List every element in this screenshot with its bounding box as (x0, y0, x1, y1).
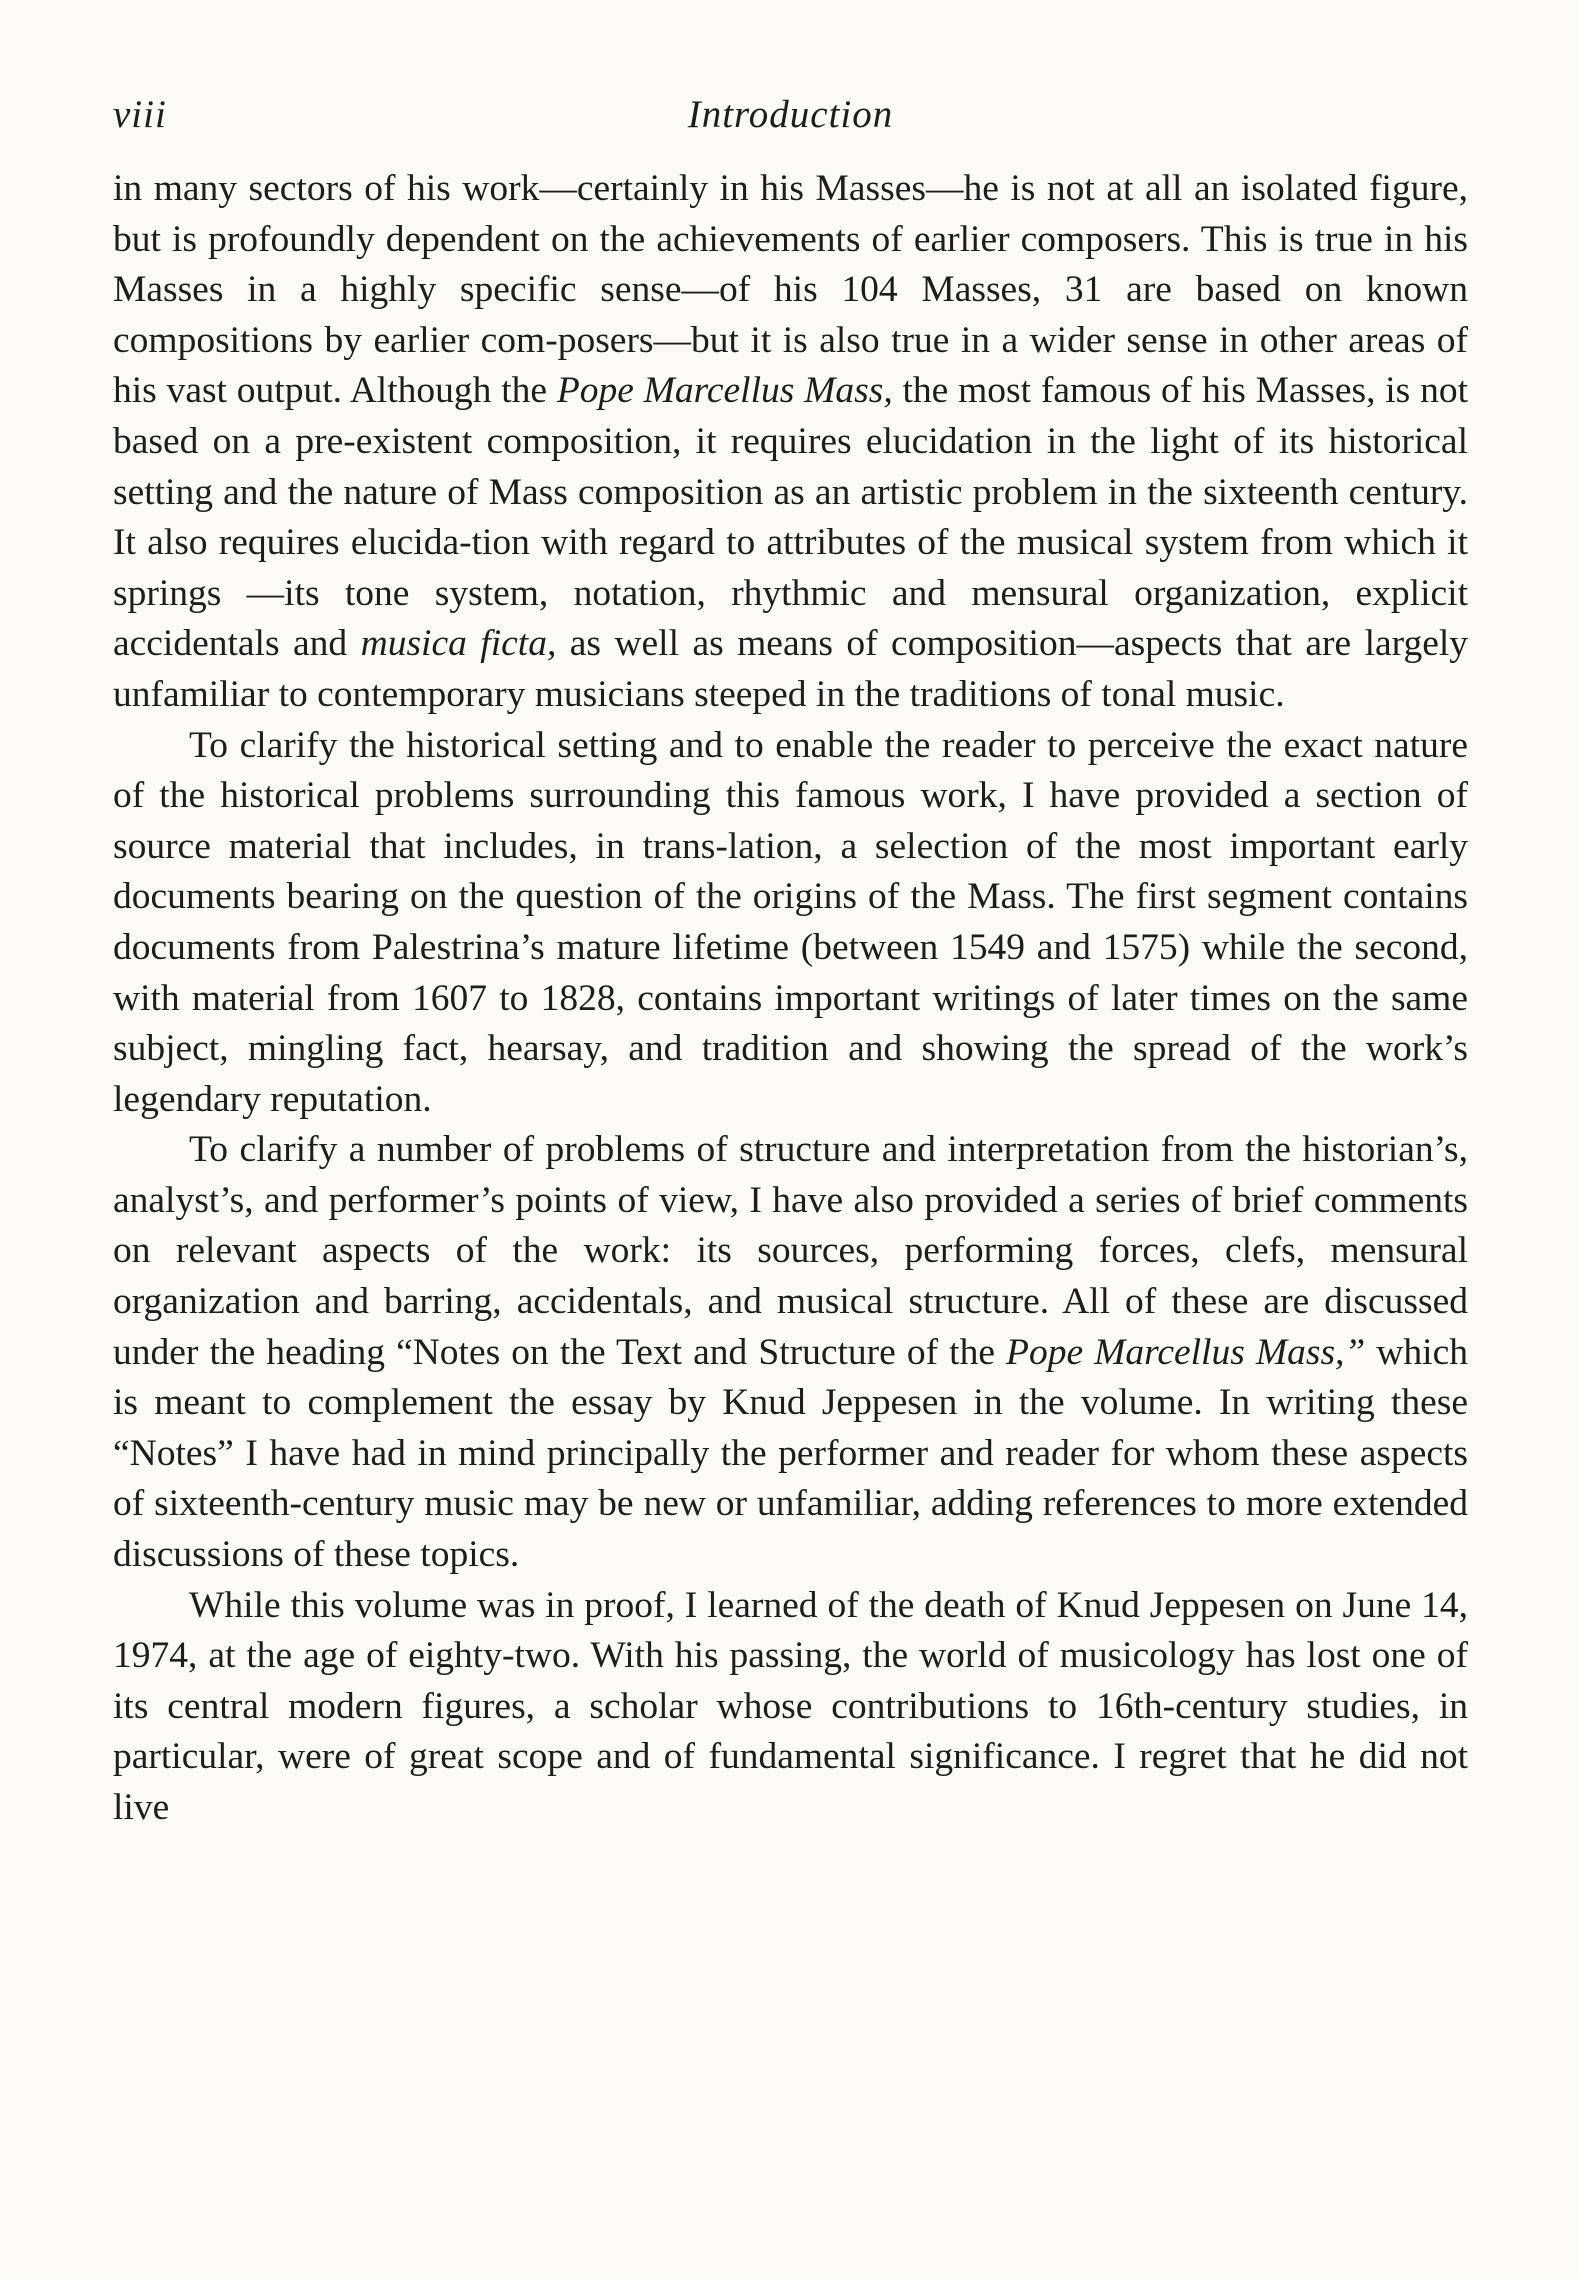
body-text (113, 164, 1468, 1834)
text-segment: which is meant to complement the essay by Knud Jeppesen in the volume. In writing these “Notes” I have had in mind principally the performer and reader for whom these aspects of sixteenth-century music may be new or unfamiliar, adding references to more extended discussions of these topics. (113, 1331, 1468, 1576)
book-page (113, 82, 1468, 1834)
text-segment: While this volume was in proof, I learned of the death of Knud Jeppesen on June 14, 1974, at the age of eighty-two. With his passing, the world of musicology has lost one of its central modern figures, a scholar whose contributions to 16th-century studies, in particular, were of great scope and of fundamental significance. I regret that he did not live (113, 1584, 1468, 1828)
chapter-title: Introduction (687, 93, 894, 136)
italic-title-segment: Pope Marcellus Mass,” (1006, 1331, 1366, 1373)
text-segment: in many sectors of his work—certainly in his Masses—he is not at all an isolated figure, but is profoundly dependent on the achievements of earlier composers. This is true in his Masses in a highly specific sense—of his 104 Masses, 31 are based on known compositions by earlier com-posers—but it is also true in a wider sense in other areas of his vast output. Although the (113, 168, 1468, 412)
text-segment: To clarify the historical setting and to enable the reader to perceive the exact nature of the historical problems surrounding this famous work, I have provided a section of source material that includes, in trans-lation, a selection of the most important early documents bearing on the question of the origins of the Mass. The first segment contains documents from Palestrina’s mature lifetime (between 1549 and 1575) while the second, with material from 1607 to 1828, contains important writings of later times on the same subject, mingling fact, hearsay, and tradition and showing the spread of the work’s legendary reputation. (113, 724, 1468, 1120)
text-segment: as well as means of composition—aspects that are largely unfamiliar to contemporary musicians steeped in the traditions of tonal music. (113, 623, 1469, 715)
text-segment: the most famous of his Masses, is not based on a pre-existent composition, it requires elucidation in the light of its historical setting and the nature of Mass composition as an artistic problem in the sixteenth century. It also requires elucida-tion with regard to attributes of the musical system from which it springs —its tone system, notation, rhythmic and mensural organization, explicit accidentals and (113, 370, 1469, 665)
text-segment: To clarify a number of problems of structure and interpretation from the historian’s, analyst’s, and performer’s points of view, I have also provided a series of brief comments on relevant aspects of the work: its sources, performing forces, clefs, mensural organization and barring, accidentals, and musical structure. All of these are discussed under the heading “Notes on the Text and Structure of the (113, 1129, 1468, 1373)
paragraph-1 (113, 164, 1468, 721)
paragraph-2 (113, 721, 1468, 1126)
page-number: viii (113, 93, 167, 136)
paragraph-3 (113, 1125, 1468, 1580)
italic-title-segment: Pope Marcellus Mass, (556, 370, 893, 412)
running-head (113, 82, 1468, 148)
paragraph-4 (113, 1581, 1468, 1834)
italic-term-segment: musica ficta, (360, 623, 557, 665)
